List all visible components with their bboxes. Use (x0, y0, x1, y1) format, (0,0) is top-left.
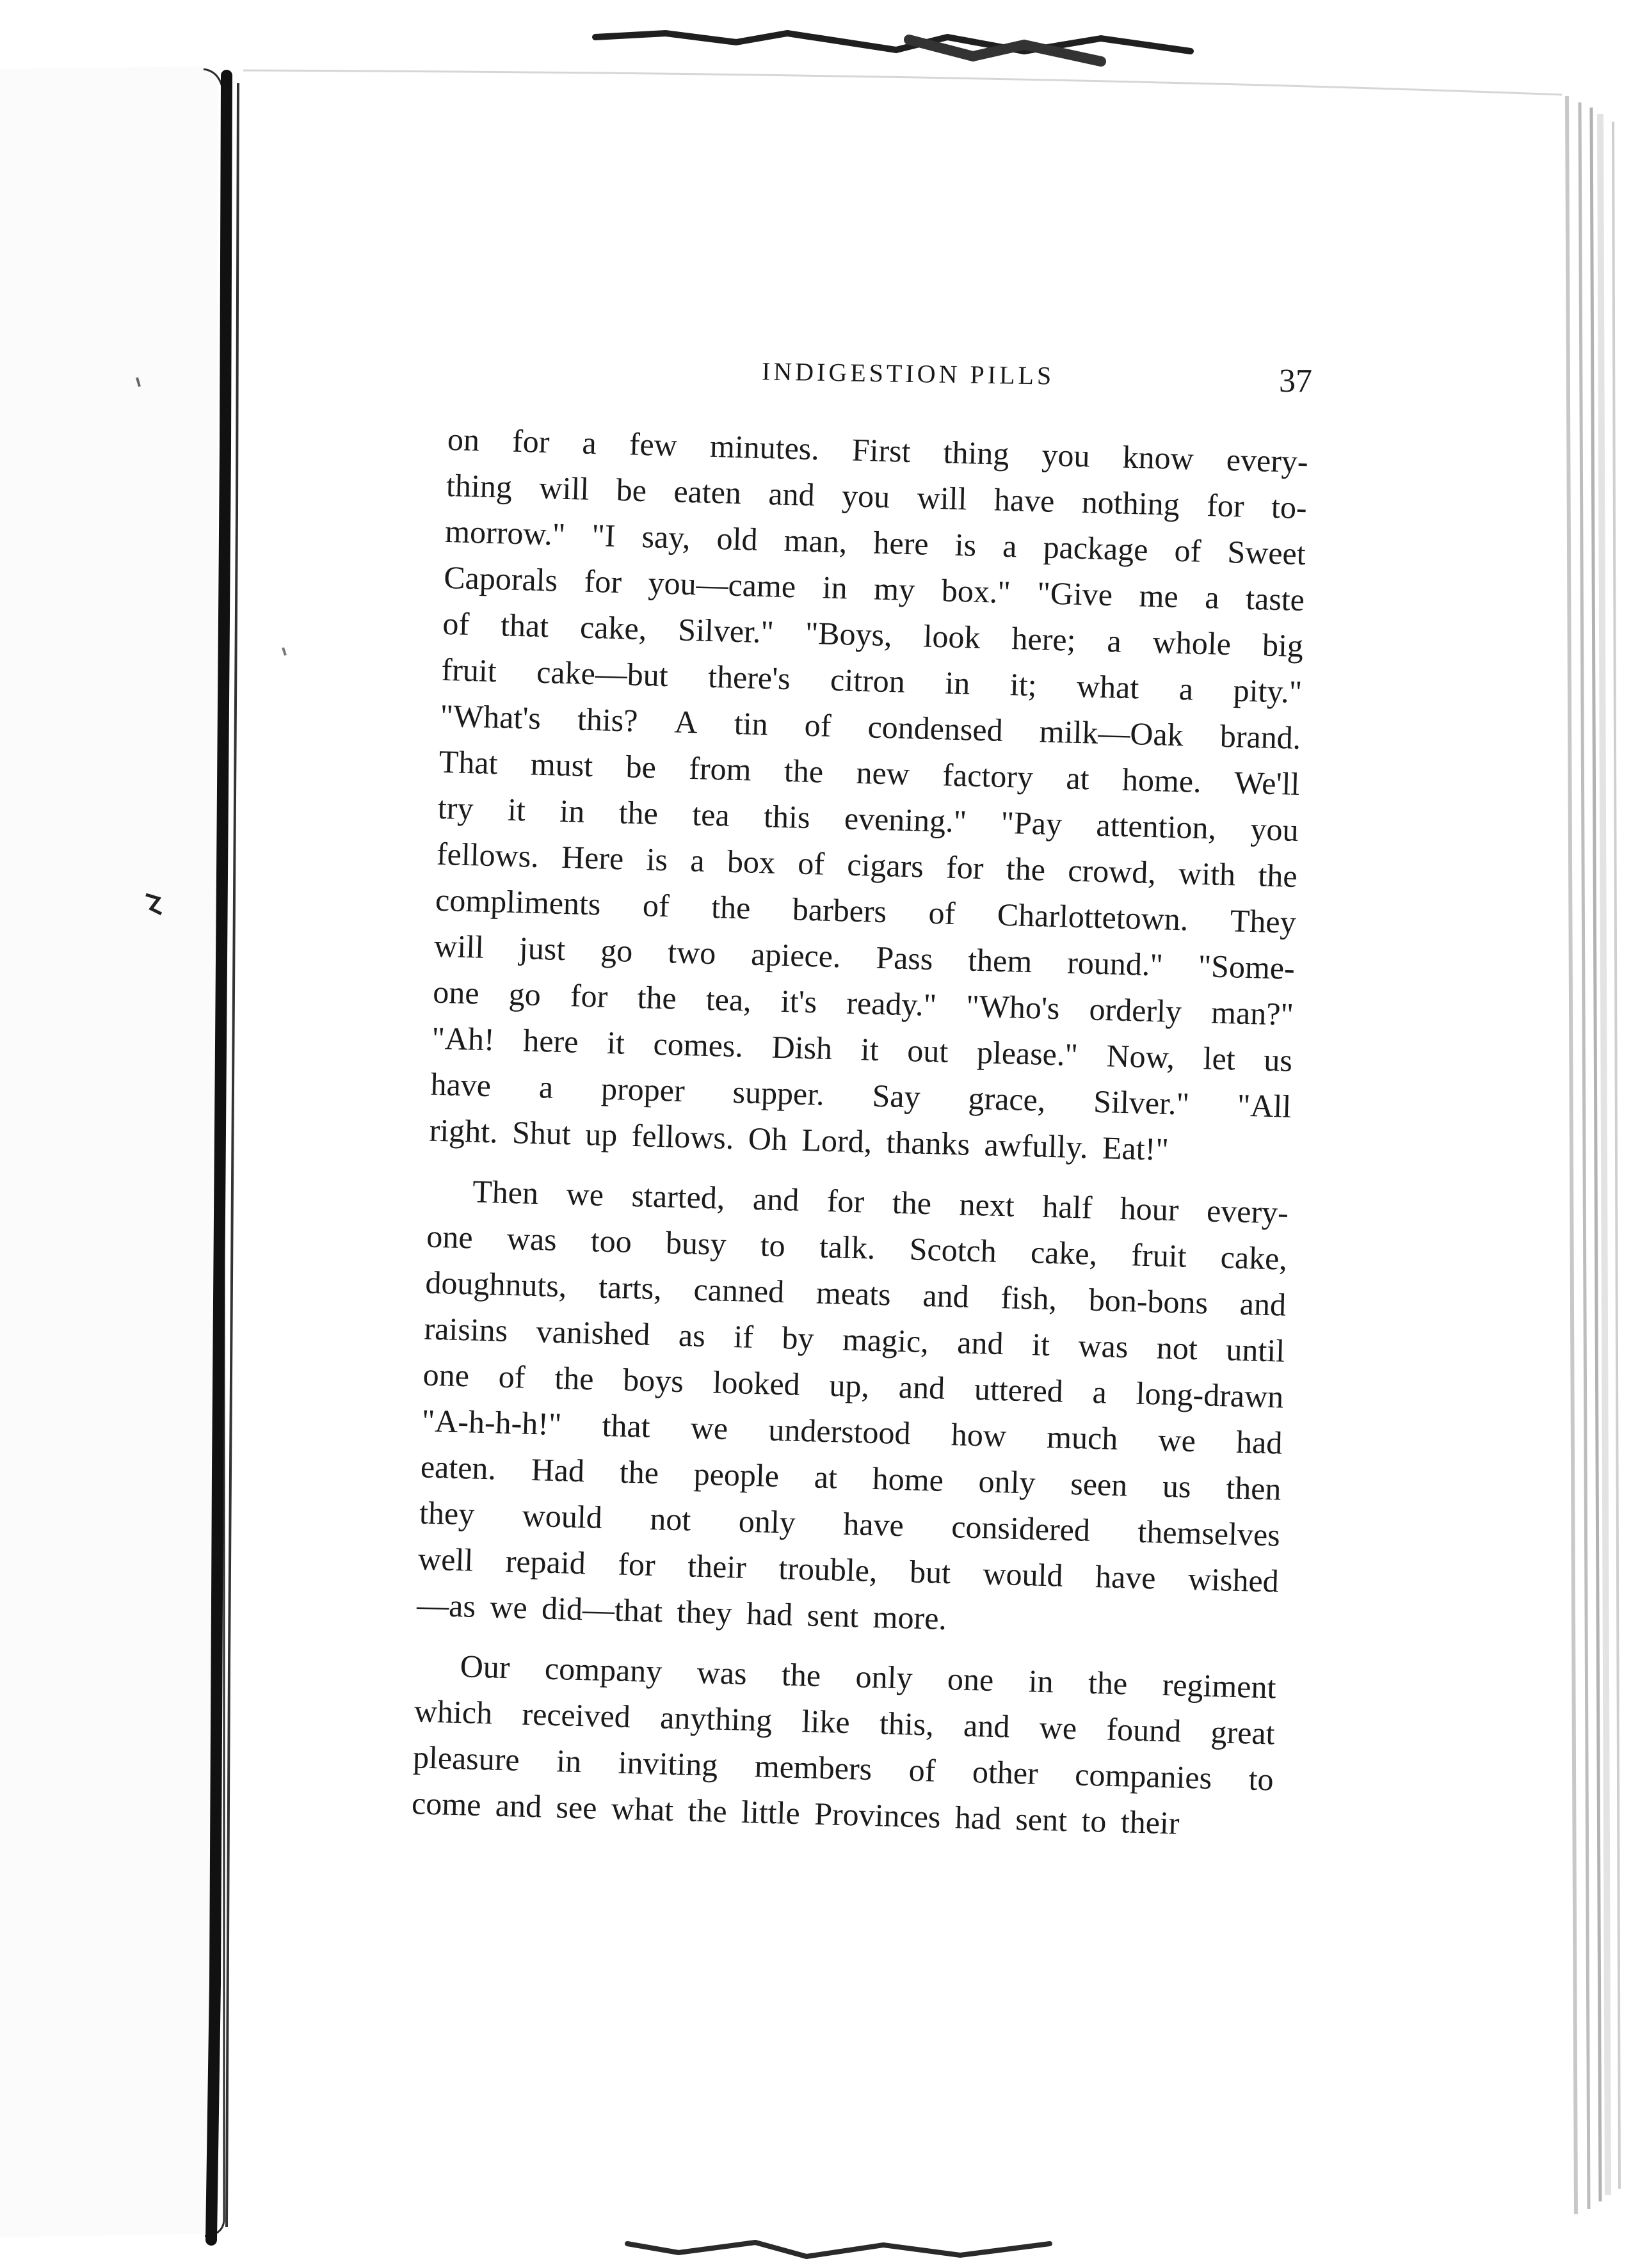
text-line: one go for the tea, it's ready." "Who's orderly man?" (432, 973, 1294, 1032)
text-line: —as we did—that they had sent more. (416, 1586, 947, 1637)
text-line: one of the boys looked up, and uttered a long-drawn (422, 1356, 1284, 1415)
text-line: eaten. Had the people at home only seen us then (420, 1448, 1282, 1507)
paragraph (416, 1167, 1289, 1650)
running-head: INDIGESTION PILLS (761, 356, 1055, 390)
text-line: one was too busy to talk. Scotch cake, fruit cake, (426, 1218, 1288, 1277)
text-line: Our company was the only one in the regiment (460, 1648, 1277, 1705)
text-line: well repaid for their trouble, but would have wished (417, 1540, 1280, 1599)
paragraph (411, 1641, 1276, 1848)
paragraph (429, 416, 1309, 1176)
text-line: thing will be eaten and you will have nothing for to- (446, 467, 1308, 526)
text-line: doughnuts, tarts, canned meats and fish, bon-bons and (424, 1264, 1287, 1323)
text-line: Then we started, and for the next half hour every- (472, 1173, 1289, 1231)
page-number: 37 (1279, 363, 1312, 399)
text-line: come and see what the little Provinces had sent to their (411, 1785, 1180, 1841)
text-line: they would not only have considered themselves (419, 1494, 1281, 1553)
body-text (411, 416, 1308, 1848)
text-line: "What's this? A tin of condensed milk—Oak brand. (440, 697, 1301, 756)
text-line: fellows. Here is a box of cigars for the crowd, with the (436, 835, 1298, 894)
text-line: raisins vanished as if by magic, and it was not until (423, 1310, 1285, 1369)
text-line: "Ah! here it comes. Dish it out please." Now, let us (431, 1019, 1293, 1078)
page-header (448, 358, 1312, 403)
text-line: "A-h-h-h!" that we understood how much we had (421, 1402, 1283, 1461)
text-line: compliments of the barbers of Charlottetown. They (435, 881, 1297, 940)
text-line: pleasure in inviting members of other companies to (412, 1739, 1274, 1798)
text-line: will just go two apiece. Pass them round." "Some- (433, 927, 1296, 986)
text-line: That must be from the new factory at home. We'll (438, 743, 1301, 803)
text-line: have a proper supper. Say grace, Silver." "All (430, 1066, 1292, 1124)
text-line: fruit cake—but there's citron in it; what a pity." (440, 651, 1303, 710)
text-line: which received anything like this, and we found great (414, 1693, 1276, 1752)
text-line: of that cake, Silver." "Boys, look here; a whole big (442, 605, 1304, 664)
text-line: right. Shut up fellows. Oh Lord, thanks awfully. Eat!" (429, 1112, 1169, 1167)
text-line: Caporals for you—came in my box." "Give me a taste (443, 559, 1305, 618)
text-line: morrow." "I say, old man, here is a package of Sweet (444, 513, 1306, 572)
text-line: on for a few minutes. First thing you know every- (447, 420, 1309, 480)
text-line: try it in the tea this evening." "Pay attention, you (437, 789, 1299, 848)
